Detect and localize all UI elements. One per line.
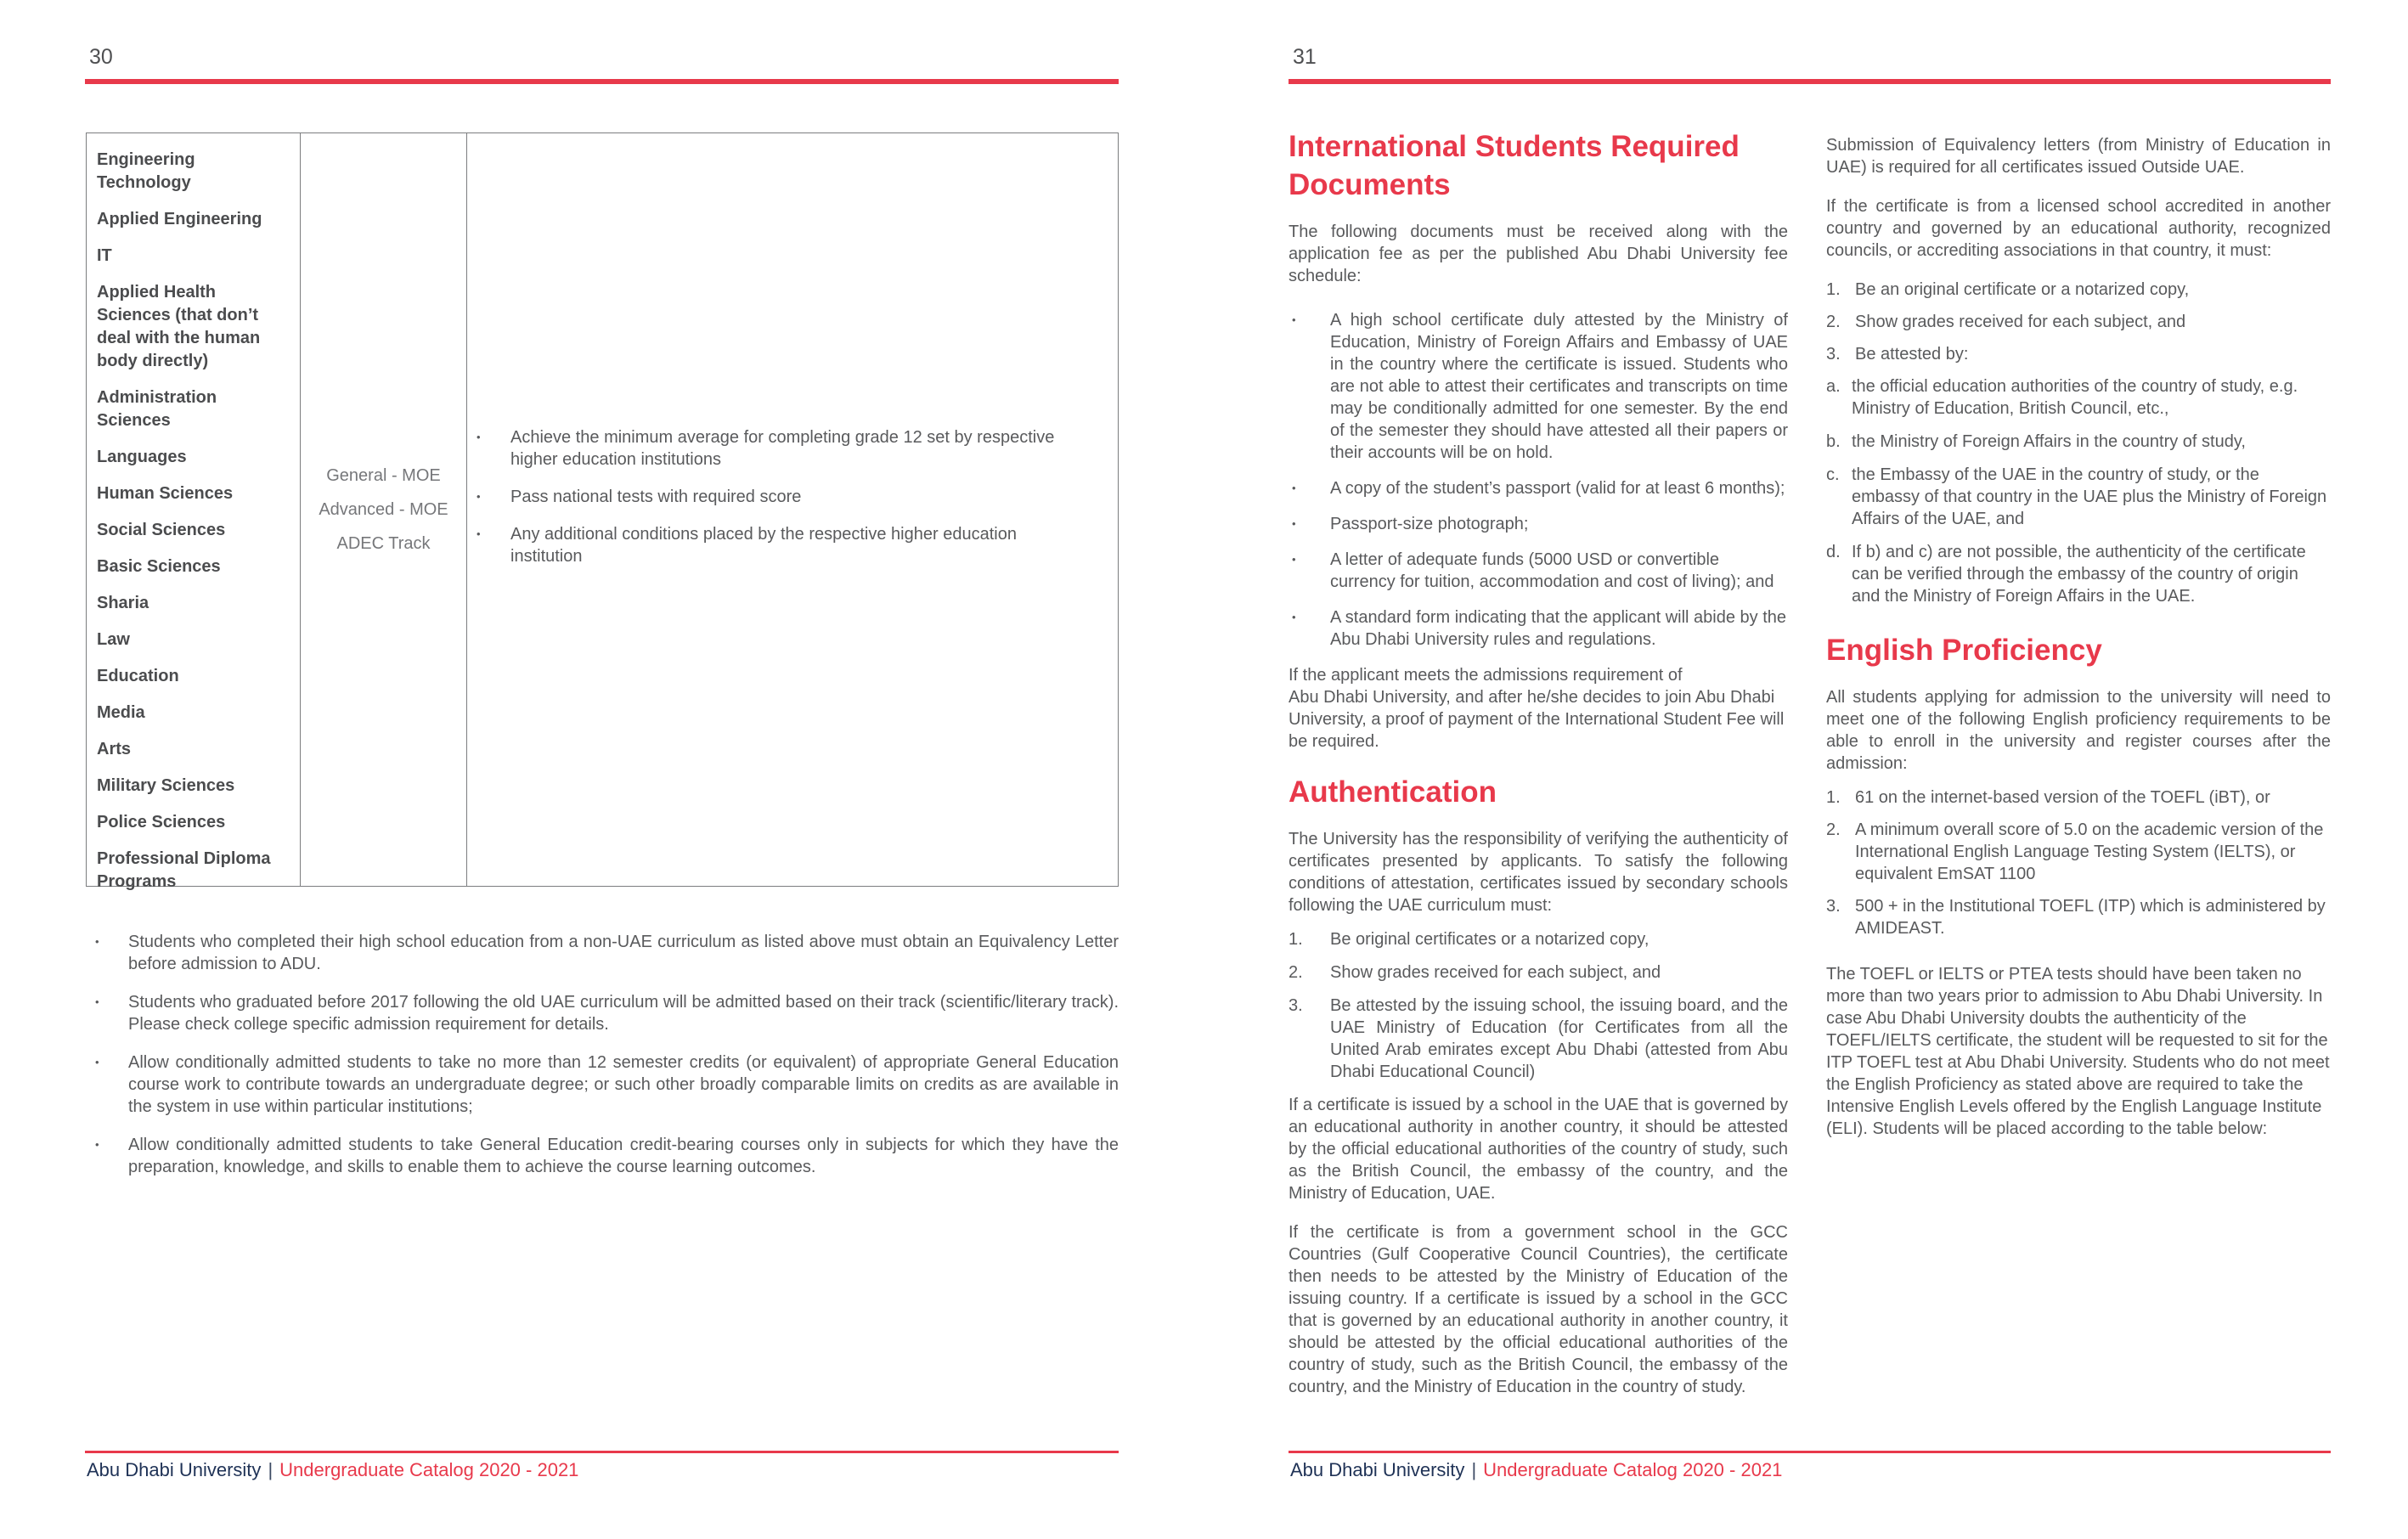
footer-divider: | bbox=[1471, 1459, 1477, 1480]
equivalency-para: Submission of Equivalency letters (from Ministry of Education in UAE) is required for all certificates issued Outside UAE. bbox=[1826, 136, 2331, 177]
table-col-conditions bbox=[466, 133, 1118, 886]
curriculum-item: Military Sciences bbox=[97, 776, 235, 795]
note-text: Allow conditionally admitted students to take General Education credit-bearing courses only in subjects for which they have the preparation, knowledge, and skills to enable them to achieve the course learning outcomes. bbox=[128, 1136, 1119, 1176]
note-text: Students who graduated before 2017 following the old UAE curriculum will be admitted based on their track (scientific/literary track). Please check college specific admission requirement for details. bbox=[128, 993, 1119, 1034]
english-proficiency-intro: All students applying for admission to the university will need to meet one of the following English proficiency requirements to be able to enroll in the university and register courses after the admission: bbox=[1826, 688, 2331, 773]
authentication-para-gcc: If the certificate is from a government school in the GCC Countries (Gulf Cooperative Council Countries), the certificate then needs to be attested by the Ministry of Education of the issuing country. If a certificate is issued by a school in the GCC that is governed by an educational authority in another country, it should be attested by the official educational authorities of the country of study, such as the British Council, the embassy of the country, and the Ministry of Education in the country of study. bbox=[1289, 1223, 1788, 1396]
attestation-item-text: If b) and c) are not possible, the authenticity of the certificate can be verified through the embassy of the country of origin and the Ministry of Foreign Affairs in the UAE. bbox=[1852, 543, 2306, 606]
attestation-item-text: the official education authorities of the country of study, e.g. Ministry of Education, British Council, etc., bbox=[1852, 377, 2298, 418]
note-text: Students who completed their high school education from a non-UAE curriculum as listed above must obtain an Equivalency Letter before admission to ADU. bbox=[128, 933, 1119, 973]
list-number: 1. bbox=[1826, 280, 1841, 299]
curriculum-item: Police Sciences bbox=[97, 813, 226, 832]
certificate-item bbox=[1826, 279, 2331, 301]
english-proficiency-heading: English Proficiency bbox=[1826, 634, 2102, 667]
curriculum-item: Professional Diploma Programs bbox=[97, 849, 271, 891]
condition-text: Achieve the minimum average for completing grade 12 set by respective higher education institutions bbox=[510, 428, 1055, 469]
admission-requirements-table bbox=[86, 132, 1119, 891]
track-item: General - MOE bbox=[326, 465, 441, 485]
curriculum-item: Law bbox=[97, 630, 130, 649]
intl-fee-note bbox=[1289, 664, 1788, 753]
curriculum-item: Arts bbox=[97, 740, 132, 758]
bullet-icon: • bbox=[477, 490, 481, 503]
intl-students-intro: The following documents must be received along with the application fee as per the published Abu Dhabi University fee schedule: bbox=[1289, 223, 1788, 285]
curriculum-item: Education bbox=[97, 667, 179, 685]
attestation-item bbox=[1826, 375, 2331, 420]
attestation-item bbox=[1826, 431, 2331, 453]
curriculum-item: Media bbox=[97, 703, 145, 722]
table-col-curricula bbox=[87, 133, 300, 891]
bullet-icon: • bbox=[95, 1056, 99, 1068]
note-item bbox=[86, 931, 1119, 975]
note-item bbox=[86, 991, 1119, 1035]
header-rule-right bbox=[1289, 79, 2331, 84]
list-letter: a. bbox=[1826, 377, 1841, 396]
condition-text: Any additional conditions placed by the respective higher education institution bbox=[510, 525, 1017, 566]
admission-notes-list bbox=[86, 931, 1119, 1194]
track-item: ADEC Track bbox=[336, 533, 431, 553]
authentication-item bbox=[1289, 995, 1788, 1083]
proficiency-item-text: A minimum overall score of 5.0 on the academic version of the International English Language Testing System (IELTS), or equivalent EmSAT 1100 bbox=[1855, 820, 2324, 883]
condition-text: Pass national tests with required score bbox=[510, 488, 802, 506]
authentication-para-uae: If a certificate is issued by a school in the UAE that is governed by an educational authority in another country, it should be attested by the official educational authorities of the country of study, such as the British Council, the embassy of the country, and the Ministry of Education, UAE. bbox=[1289, 1096, 1788, 1203]
english-proficiency-closing: The TOEFL or IELTS or PTEA tests should have been taken no more than two years prior to admission to Abu Dhabi University. In case Abu Dhabi University doubts the authenticity of the TOEFL/IELTS certificate, the student will be requested to sit for the ITP TOEFL test at Abu Dhabi University. Students who do not meet the English Proficiency as stated above are required to take the Intensive English Levels offered by the English Language Institute (ELI). Students will be placed according to the table below: bbox=[1826, 965, 2330, 1138]
authentication-intro: The University has the responsibility of verifying the authenticity of certificates presented by applicants. To satisfy the following conditions of attestation, certificates issued by secondary schools following the UAE curriculum must: bbox=[1289, 830, 1788, 915]
curriculum-item: Basic Sciences bbox=[97, 557, 221, 576]
list-number: 1. bbox=[1826, 788, 1841, 807]
curriculum-item: Engineering Technology bbox=[97, 150, 195, 192]
bullet-icon: • bbox=[1292, 611, 1296, 623]
attestation-item bbox=[1826, 541, 2331, 607]
intl-students-heading: International Students Required Documents bbox=[1289, 130, 1740, 201]
footer-divider: | bbox=[268, 1459, 274, 1480]
document-text: Passport-size photograph; bbox=[1330, 515, 1529, 533]
certificate-item bbox=[1826, 343, 2331, 365]
list-number: 3. bbox=[1289, 996, 1303, 1015]
attestation-item bbox=[1826, 464, 2331, 530]
proficiency-item bbox=[1826, 895, 2331, 939]
curriculum-item: Administration Sciences bbox=[97, 388, 217, 430]
page-right bbox=[1289, 0, 2331, 1539]
page-number-left: 30 bbox=[89, 45, 113, 69]
intl-fee-note-line1: If the applicant meets the admissions requirement of bbox=[1289, 666, 1683, 685]
attestation-item-text: the Ministry of Foreign Affairs in the country of study, bbox=[1852, 432, 2246, 451]
document-text: A standard form indicating that the applicant will abide by the Abu Dhabi University rules and regulations. bbox=[1330, 608, 1786, 649]
footer-catalog: Undergraduate Catalog 2020 - 2021 bbox=[1483, 1459, 1783, 1480]
document-item bbox=[1289, 606, 1788, 651]
bullet-icon: • bbox=[1292, 482, 1296, 494]
note-text: Allow conditionally admitted students to take no more than 12 semester credits (or equivalent) of appropriate General Education course work to contribute towards an undergraduate degree; or such other broadly comparable limits on credits as are available in the system in use within particular institutions; bbox=[128, 1053, 1119, 1116]
proficiency-item-text: 61 on the internet-based version of the TOEFL (iBT), or bbox=[1855, 788, 2270, 807]
list-number: 2. bbox=[1826, 313, 1841, 331]
list-letter: d. bbox=[1826, 543, 1841, 561]
track-item: Advanced - MOE bbox=[319, 499, 448, 519]
bullet-icon: • bbox=[477, 527, 481, 540]
footer-right bbox=[1290, 1458, 1782, 1482]
footer-rule-left bbox=[85, 1451, 1119, 1453]
authentication-item-text: Be original certificates or a notarized copy, bbox=[1330, 930, 1650, 949]
page-number-right: 31 bbox=[1293, 45, 1317, 69]
footer-left bbox=[87, 1458, 578, 1482]
bullet-icon: • bbox=[1292, 553, 1296, 566]
right-page-column-2 bbox=[1826, 127, 2331, 1157]
list-letter: b. bbox=[1826, 432, 1841, 451]
note-item bbox=[86, 1051, 1119, 1118]
note-item bbox=[86, 1134, 1119, 1178]
list-number: 2. bbox=[1289, 963, 1303, 982]
footer-university: Abu Dhabi University bbox=[87, 1459, 262, 1480]
proficiency-item bbox=[1826, 786, 2331, 809]
document-item bbox=[1289, 513, 1788, 535]
authentication-item-text: Show grades received for each subject, and bbox=[1330, 963, 1661, 982]
footer-university: Abu Dhabi University bbox=[1290, 1459, 1465, 1480]
intl-fee-note-line2: Abu Dhabi University, and after he/she decides to join Abu Dhabi University, a proof of payment of the International Student Fee will be required. bbox=[1289, 688, 1785, 751]
proficiency-item-text: 500 + in the Institutional TOEFL (ITP) which is administered by AMIDEAST. bbox=[1855, 897, 2326, 938]
certificate-item bbox=[1826, 311, 2331, 333]
page-left bbox=[85, 0, 1119, 1539]
table-col-tracks bbox=[300, 133, 466, 886]
certificate-item-text: Show grades received for each subject, and bbox=[1855, 313, 2186, 331]
document-item bbox=[1289, 477, 1788, 499]
authentication-heading: Authentication bbox=[1289, 775, 1497, 809]
authentication-item-text: Be attested by the issuing school, the issuing board, and the UAE Ministry of Education (for Certificates from all the United Arab emirates except Abu Dhabi (attested from Abu Dhabi Educational Council) bbox=[1330, 996, 1788, 1081]
bullet-icon: • bbox=[477, 431, 481, 443]
bullet-icon: • bbox=[95, 995, 99, 1008]
bullet-icon: • bbox=[95, 935, 99, 948]
curriculum-item: Applied Engineering bbox=[97, 210, 262, 228]
licensed-school-para: If the certificate is from a licensed school accredited in another country and governed by an educational authority, recognized councils, or accrediting associations in that country, it must: bbox=[1826, 197, 2331, 260]
curriculum-item: Social Sciences bbox=[97, 521, 226, 539]
curriculum-item: Sharia bbox=[97, 594, 149, 612]
list-number: 3. bbox=[1826, 345, 1841, 364]
list-letter: c. bbox=[1826, 465, 1840, 484]
proficiency-item bbox=[1826, 819, 2331, 885]
condition-item bbox=[467, 426, 1084, 471]
document-text: A copy of the student’s passport (valid for at least 6 months); bbox=[1330, 479, 1785, 498]
document-text: A high school certificate duly attested by the Ministry of Education, Ministry of Foreign Affairs and Embassy of UAE in the country where the certificate is issued. Students who are not able to attest their certificates and transcripts on time may be conditionally admitted for one semester. By the end of the semester they should have attested all their papers or their accounts will be on hold. bbox=[1330, 311, 1788, 462]
bullet-icon: • bbox=[1292, 517, 1296, 530]
curriculum-item: Languages bbox=[97, 448, 187, 466]
bullet-icon: • bbox=[95, 1138, 99, 1151]
document-item bbox=[1289, 309, 1788, 464]
authentication-item bbox=[1289, 928, 1788, 950]
right-page-column-1 bbox=[1289, 127, 1788, 1415]
list-number: 3. bbox=[1826, 897, 1841, 916]
certificate-item-text: Be an original certificate or a notarized copy, bbox=[1855, 280, 2190, 299]
footer-rule-right bbox=[1289, 1451, 2331, 1453]
attestation-item-text: the Embassy of the UAE in the country of study, or the embassy of that country in the UAE plus the Ministry of Foreign Affairs of the UAE, and bbox=[1852, 465, 2327, 528]
document-item bbox=[1289, 549, 1788, 593]
curriculum-item: Applied Health Sciences (that don’t deal with the human body directly) bbox=[97, 283, 261, 370]
list-number: 2. bbox=[1826, 820, 1841, 839]
bullet-icon: • bbox=[1292, 313, 1296, 326]
curriculum-item: Human Sciences bbox=[97, 484, 234, 503]
condition-item bbox=[467, 523, 1084, 567]
footer-catalog: Undergraduate Catalog 2020 - 2021 bbox=[279, 1459, 579, 1480]
header-rule-left bbox=[85, 79, 1119, 84]
document-text: A letter of adequate funds (5000 USD or convertible currency for tuition, accommodation and cost of living); and bbox=[1330, 550, 1774, 591]
condition-item bbox=[467, 486, 1084, 508]
list-number: 1. bbox=[1289, 930, 1303, 949]
curriculum-item: IT bbox=[97, 246, 112, 265]
authentication-item bbox=[1289, 961, 1788, 984]
certificate-item-text: Be attested by: bbox=[1855, 345, 1969, 364]
